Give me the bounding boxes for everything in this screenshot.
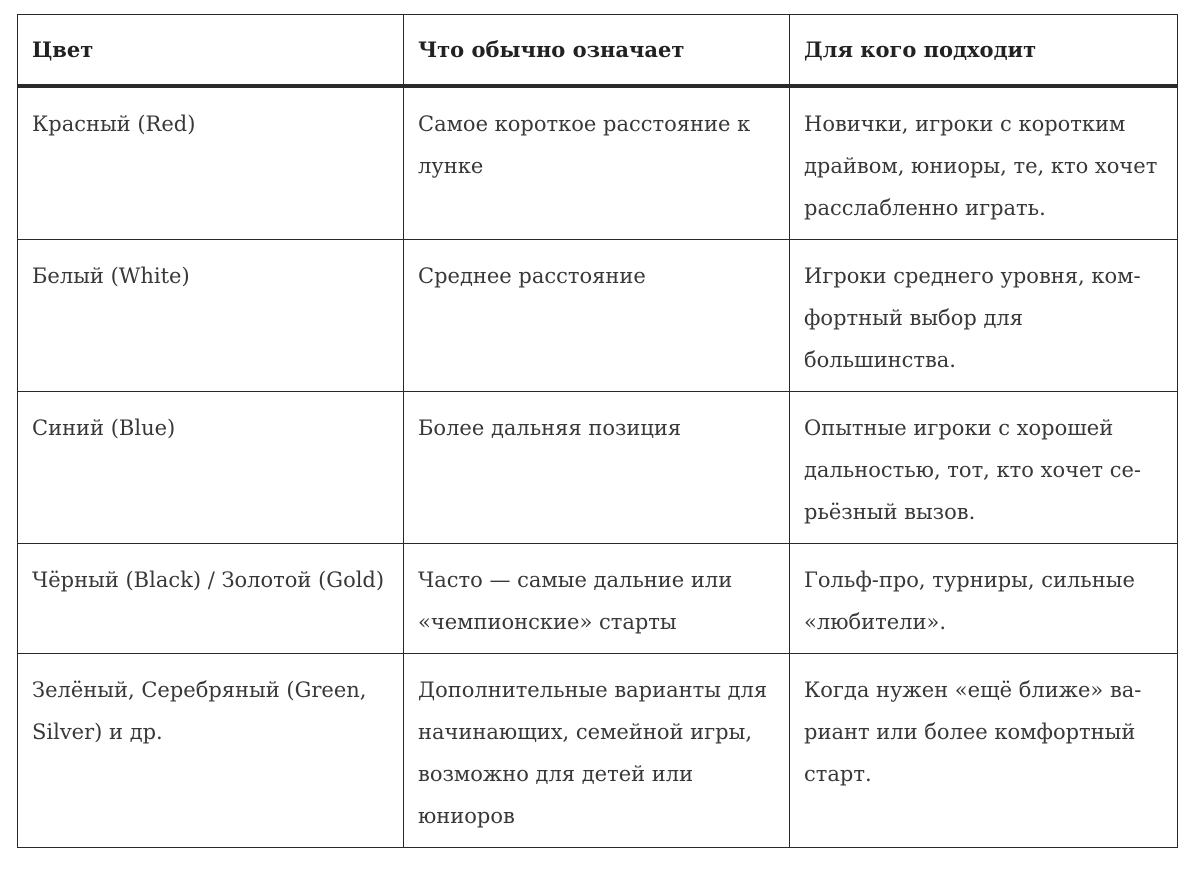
cell-meaning: Среднее расстояние bbox=[404, 239, 790, 391]
cell-color: Красный (Red) bbox=[18, 86, 404, 240]
header-color: Цвет bbox=[18, 15, 404, 86]
cell-color: Зелёный, Серебряный (Green, Silver) и др. bbox=[18, 653, 404, 847]
table-header-row bbox=[18, 15, 1178, 86]
tee-colors-table bbox=[17, 14, 1178, 848]
header-for-whom: Для кого подходит bbox=[790, 15, 1178, 86]
cell-meaning: Более дальняя позиция bbox=[404, 391, 790, 543]
header-meaning: Что обычно означает bbox=[404, 15, 790, 86]
table-row bbox=[18, 239, 1178, 391]
cell-for-whom: Гольф-про, турниры, сильные «любители». bbox=[790, 543, 1178, 653]
cell-color: Чёрный (Black) / Золотой (Gold) bbox=[18, 543, 404, 653]
cell-for-whom: Когда нужен «ещё ближе» вариант или более комфортный старт. bbox=[790, 653, 1178, 847]
table-row bbox=[18, 653, 1178, 847]
table-row bbox=[18, 391, 1178, 543]
table-row bbox=[18, 543, 1178, 653]
cell-meaning: Самое короткое расстояние к лунке bbox=[404, 86, 790, 240]
cell-for-whom: Новички, игроки с коротким драйвом, юниоры, те, кто хочет расслабленно играть. bbox=[790, 86, 1178, 240]
cell-for-whom: Игроки среднего уровня, комфортный выбор для большинства. bbox=[790, 239, 1178, 391]
tee-colors-table-container bbox=[17, 14, 1177, 848]
cell-meaning: Часто — самые дальние или «чемпионские» старты bbox=[404, 543, 790, 653]
cell-color: Синий (Blue) bbox=[18, 391, 404, 543]
cell-for-whom: Опытные игроки с хорошей дальностью, тот, кто хочет серьёзный вызов. bbox=[790, 391, 1178, 543]
table-row bbox=[18, 86, 1178, 240]
cell-color: Белый (White) bbox=[18, 239, 404, 391]
cell-meaning: Дополнительные варианты для начинающих, семейной игры, возможно для детей или юниоров bbox=[404, 653, 790, 847]
